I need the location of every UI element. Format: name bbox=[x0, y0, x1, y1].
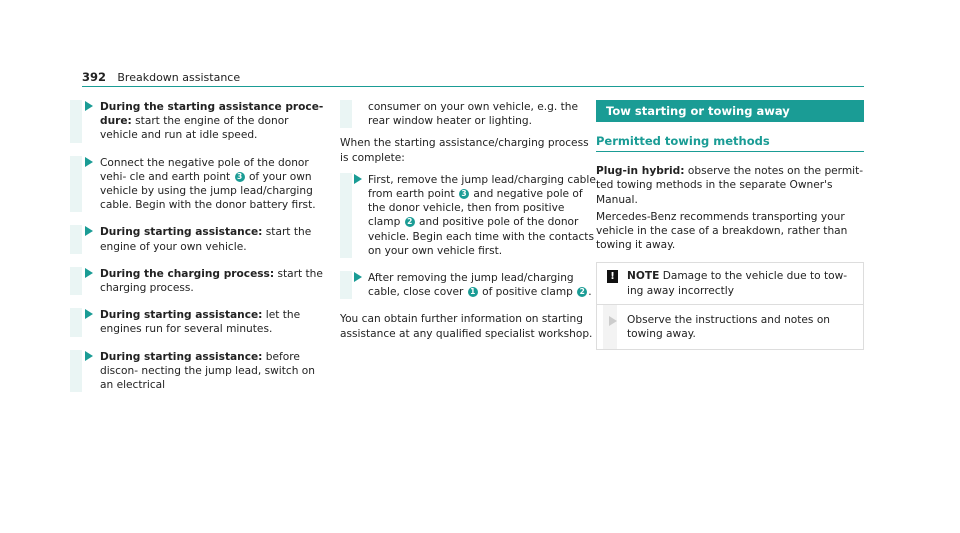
step-1 bbox=[70, 100, 326, 143]
callout-3-icon: 3 bbox=[459, 189, 469, 199]
arrow-icon bbox=[85, 101, 93, 111]
step-text: of positive clamp bbox=[478, 286, 577, 299]
arrow-icon bbox=[85, 309, 93, 319]
hybrid-paragraph bbox=[596, 164, 864, 207]
arrow-icon bbox=[85, 157, 93, 167]
column-2 bbox=[340, 100, 596, 349]
warning-icon: ! bbox=[607, 270, 618, 283]
step-bold: During the starting assistance proce- dure: bbox=[100, 101, 324, 128]
step-text: of your own vehicle by using the jump lead/charging cable. Begin with the donor battery first. bbox=[100, 170, 316, 212]
hybrid-text: observe the notes on the permit- ted towing methods in the separate Owner's Manual. bbox=[596, 165, 864, 206]
step-bold: During starting assistance: bbox=[100, 350, 263, 363]
section-title: Breakdown assistance bbox=[117, 71, 241, 84]
page-header bbox=[82, 70, 240, 85]
arrow-icon bbox=[609, 316, 617, 326]
step-4 bbox=[70, 267, 326, 295]
callout-2-icon: 2 bbox=[405, 217, 415, 227]
continued-text: consumer on your own vehicle, e.g. the rear window heater or lighting. bbox=[340, 100, 596, 128]
step-text: and negative pole of the donor vehicle, then from positive clamp bbox=[368, 188, 583, 229]
arrow-icon bbox=[85, 268, 93, 278]
callout-3-icon: 3 bbox=[235, 172, 245, 182]
step-close-cover bbox=[340, 271, 596, 299]
step-text: start the engine of your own vehicle. bbox=[100, 226, 312, 253]
note-header bbox=[597, 263, 863, 304]
step-5 bbox=[70, 308, 326, 336]
note-body bbox=[597, 305, 863, 349]
column-1 bbox=[70, 100, 326, 405]
header-rule bbox=[82, 86, 864, 87]
outro-text: You can obtain further information on starting assistance at any qualified specialist workshop. bbox=[340, 313, 593, 340]
arrow-icon bbox=[85, 226, 93, 236]
note-box bbox=[596, 262, 864, 350]
intro-text: When the starting assistance/charging process is complete: bbox=[340, 137, 589, 164]
step-text: start the charging process. bbox=[100, 267, 323, 295]
arrow-icon bbox=[354, 174, 362, 184]
hybrid-label: Plug-in hybrid: bbox=[596, 165, 685, 178]
step-3 bbox=[70, 225, 326, 253]
callout-2-icon: 2 bbox=[577, 287, 587, 297]
step-text: and positive pole of the donor vehicle. Begin each time with the contacts on your own vehicle first. bbox=[368, 216, 594, 257]
note-title: Damage to the vehicle due to tow- ing away incorrectly bbox=[627, 270, 848, 297]
step-bold: During starting assistance: bbox=[100, 309, 263, 322]
callout-1-icon: 1 bbox=[468, 287, 478, 297]
section-banner: Tow starting or towing away bbox=[596, 100, 864, 122]
step-bold: During the charging process: bbox=[100, 267, 275, 280]
recommend-paragraph: Mercedes-Benz recommends transporting your vehicle in the case of a breakdown, rather than towing it away. bbox=[596, 210, 848, 252]
subheading: Permitted towing methods bbox=[596, 134, 864, 152]
step-text: start the engine of the donor vehicle and run at idle speed. bbox=[100, 115, 289, 142]
step-text: before discon- necting the jump lead, switch on an electrical bbox=[100, 350, 315, 392]
arrow-icon bbox=[85, 351, 93, 361]
page-number: 392 bbox=[82, 70, 107, 84]
step-text: After removing the jump lead/charging cable, close cover bbox=[368, 272, 574, 299]
column-3 bbox=[596, 100, 864, 350]
note-step: Observe the instructions and notes on towing away. bbox=[627, 313, 831, 341]
note-label: NOTE bbox=[627, 270, 660, 283]
note-shade bbox=[603, 305, 617, 349]
step-remove-cable bbox=[340, 173, 596, 258]
step-text: let the engines run for several minutes. bbox=[100, 309, 301, 336]
step-bold: During starting assistance: bbox=[100, 226, 263, 239]
step-6 bbox=[70, 350, 326, 393]
step-2 bbox=[70, 156, 326, 213]
step-text: . bbox=[588, 286, 592, 299]
step-text: First, remove the jump lead/charging cable from earth point bbox=[368, 173, 596, 201]
arrow-icon bbox=[354, 272, 362, 282]
step-text: Connect the negative pole of the donor vehi- cle and earth point bbox=[100, 156, 309, 183]
